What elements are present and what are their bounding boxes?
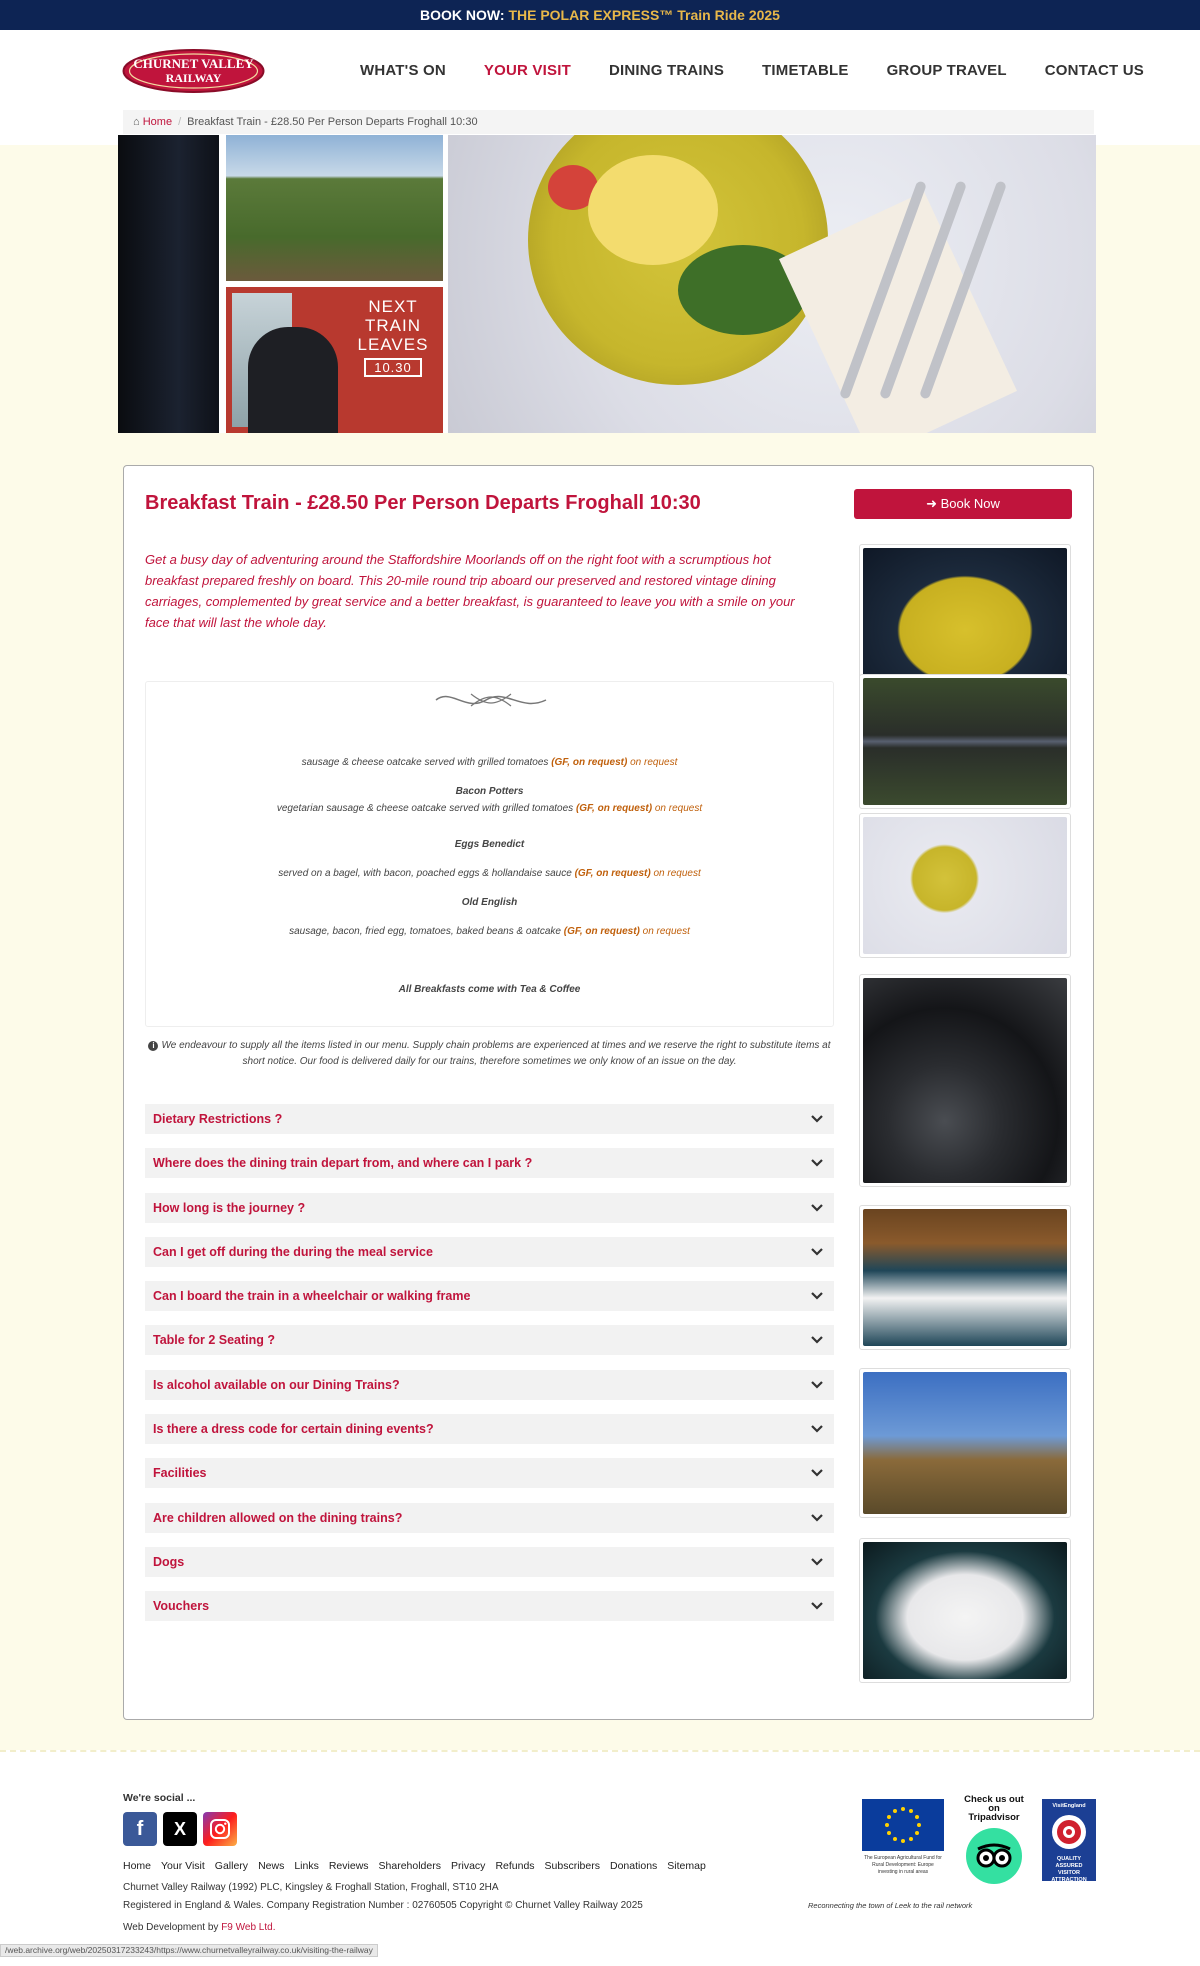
- steam-countryside-image: [863, 1372, 1067, 1514]
- chevron-down-icon: [810, 1422, 824, 1436]
- footer-link[interactable]: Links: [294, 1860, 319, 1872]
- menu-gf-tag: (GF, on request): [574, 868, 651, 879]
- menu-item2-name: Bacon Potters: [455, 786, 524, 797]
- menu-request-tag: on request: [630, 757, 678, 768]
- main-nav: [360, 30, 1182, 110]
- sign-time: 10.30: [364, 358, 422, 377]
- faq-item[interactable]: [145, 1148, 834, 1178]
- book-now-button[interactable]: [854, 489, 1072, 519]
- nav-whats-on[interactable]: WHAT'S ON: [360, 61, 446, 79]
- menu-item3-row: [146, 868, 833, 879]
- faq-item[interactable]: [145, 1414, 834, 1444]
- footer-link[interactable]: Shareholders: [378, 1860, 441, 1872]
- company-address: Churnet Valley Railway (1992) PLC, Kingsley & Froghall Station, Froghall, ST10 2HA: [123, 1882, 499, 1893]
- locomotive-wheels-image: [863, 978, 1067, 1183]
- faq-question: How long is the journey ?: [153, 1200, 306, 1215]
- faq-item[interactable]: [145, 1591, 834, 1621]
- menu-item2-row: [146, 803, 833, 814]
- menu-gf-tag: (GF, on request): [575, 803, 653, 814]
- footer-link[interactable]: Your Visit: [161, 1860, 205, 1872]
- nav-timetable[interactable]: TIMETABLE: [762, 61, 849, 79]
- faq-item[interactable]: [145, 1370, 834, 1400]
- chevron-down-icon: [810, 1511, 824, 1525]
- next-train-sign: [353, 297, 433, 377]
- full-breakfast-image: [863, 548, 1067, 685]
- menu-request-tag: on request: [642, 926, 690, 937]
- faq-item[interactable]: [145, 1193, 834, 1223]
- social-title: We're social ...: [123, 1792, 196, 1804]
- footer-link[interactable]: Subscribers: [544, 1860, 600, 1872]
- menu-request-tag: on request: [654, 803, 703, 814]
- footer-link[interactable]: Refunds: [495, 1860, 535, 1872]
- chevron-down-icon: [810, 1156, 824, 1170]
- hero-station-sign-image: [226, 287, 443, 433]
- intro-text: Get a busy day of adventuring around the Staffordshire Moorlands off on the right foot with a scrumptious hot breakfast prepared freshly on board. This 20-mile round trip aboard our preserved and restored vintage dining carriages, complemented by great service and a better breakfast, is guaranteed to leave you with a smile on your face that will last the whole day.: [145, 552, 795, 630]
- info-icon: i: [148, 1041, 158, 1051]
- nav-contact-us[interactable]: CONTACT US: [1044, 61, 1144, 79]
- status-url-bar: /web.archive.org/web/20250317233243/https://www.churnetvalleyrailway.co.uk/visiting-the-railway: [0, 1944, 378, 1957]
- chevron-down-icon: [810, 1333, 824, 1347]
- footer-link[interactable]: News: [258, 1860, 285, 1872]
- hero-dark-image: [118, 135, 219, 433]
- webdev-link[interactable]: F9 Web Ltd.: [221, 1922, 276, 1933]
- footer-tagline: Reconnecting the town of Leek to the rail network: [808, 1901, 973, 1910]
- company-registration: Registered in England & Wales. Company Registration Number : 02760505 Copyright © Churnet Valley Railway 2025: [123, 1900, 643, 1911]
- nav-dining-trains[interactable]: DINING TRAINS: [608, 61, 725, 79]
- logo-line1: CHURNET VALLEY: [133, 56, 254, 71]
- footer-divider: [0, 1750, 1200, 1752]
- promo-link[interactable]: THE POLAR EXPRESS™ Train Ride 2025: [508, 7, 780, 23]
- faq-question: Is there a dress code for certain dining events?: [153, 1422, 434, 1437]
- breadcrumb: [123, 110, 1094, 134]
- footer-link[interactable]: Home: [123, 1860, 152, 1872]
- faq-question: Can I board the train in a wheelchair or walking frame: [153, 1289, 471, 1304]
- tripadvisor-badge[interactable]: [962, 1795, 1026, 1885]
- chevron-down-icon: [810, 1245, 824, 1259]
- faq-question: Can I get off during the during the meal service: [153, 1244, 433, 1259]
- faq-item[interactable]: [145, 1547, 834, 1577]
- arrow-right-icon: ➜: [926, 496, 938, 511]
- breadcrumb-current: Breakfast Train - £28.50 Per Person Departs Froghall 10:30: [187, 116, 478, 128]
- chevron-down-icon: [810, 1555, 824, 1569]
- faq-question: Dietary Restrictions ?: [153, 1112, 283, 1126]
- footer-link[interactable]: Reviews: [328, 1860, 369, 1872]
- menu-item3-name: Eggs Benedict: [454, 839, 525, 850]
- faq-item[interactable]: [145, 1325, 834, 1355]
- chevron-down-icon: [810, 1112, 824, 1126]
- nav-group-travel[interactable]: GROUP TRAVEL: [886, 61, 1007, 79]
- instagram-glyph: [203, 1812, 237, 1846]
- rose-icon: [1049, 1812, 1089, 1852]
- book-now-label: Book Now: [940, 496, 1000, 511]
- menu-item4-name: Old English: [461, 897, 518, 908]
- gallery-thumb-steam-countryside[interactable]: [859, 1368, 1071, 1518]
- faq-question: Are children allowed on the dining trains?: [153, 1510, 403, 1525]
- menu-item4-desc: sausage, bacon, fried egg, tomatoes, baked beans & oatcake: [289, 926, 561, 937]
- guard-figure: [248, 327, 338, 433]
- tripadvisor-owl-icon: [966, 1828, 1022, 1884]
- table-for-two-image: [863, 1542, 1067, 1679]
- menu-item1-row: [146, 757, 833, 768]
- eggs-benedict: [588, 155, 718, 265]
- menu-item2-desc: vegetarian sausage & cheese oatcake served with grilled tomatoes: [276, 803, 574, 814]
- faq-item[interactable]: [145, 1104, 834, 1134]
- x-icon[interactable]: X: [163, 1812, 197, 1846]
- facebook-icon[interactable]: f: [123, 1812, 157, 1846]
- page-title: Breakfast Train - £28.50 Per Person Departs Froghall 10:30: [145, 492, 701, 514]
- faq-question: Is alcohol available on our Dining Trains?: [153, 1377, 400, 1392]
- hero-collage: [118, 135, 1096, 433]
- gallery-thumb-table-setting[interactable]: [859, 813, 1071, 958]
- site-footer: [0, 1750, 1200, 1966]
- sign-line2: TRAIN: [365, 316, 421, 335]
- sign-line1: NEXT: [368, 297, 418, 316]
- faq-accordion: [145, 1104, 834, 1636]
- visitengland-badge: [1042, 1799, 1096, 1881]
- footer-link[interactable]: Sitemap: [667, 1860, 706, 1872]
- promo-prefix: BOOK NOW:: [420, 7, 505, 23]
- footer-links: [123, 1860, 716, 1872]
- notice-text: We endeavour to supply all the items listed in our menu. Supply chain problems are experienced at times and we reserve the right to substitute items at short notice. Our food is delivered daily for our trains, therefore sometimes we only know of an issue on the day.: [161, 1040, 831, 1067]
- gallery-thumb-dining-carriage[interactable]: [859, 1205, 1071, 1350]
- menu-item1-desc: sausage & cheese oatcake served with grilled tomatoes: [301, 757, 549, 768]
- railway-logo[interactable]: [122, 48, 265, 94]
- eu-flag: [862, 1799, 944, 1851]
- flourish-ornament: [431, 686, 551, 714]
- eu-caption: The European Agricultural Fund for Rural Development: Europe investing in rural areas: [864, 1855, 942, 1875]
- tripadvisor-text: Check us out on Tripadvisor: [964, 1794, 1024, 1823]
- menu-gf-tag: (GF, on request): [563, 926, 640, 937]
- menu-footer: All Breakfasts come with Tea & Coffee: [398, 984, 581, 995]
- gallery-thumb-table-for-two[interactable]: [859, 1538, 1071, 1683]
- visitengland-caption: QUALITY ASSURED VISITOR ATTRACTION: [1051, 1856, 1087, 1883]
- menu-gf-tag: (GF, on request): [551, 757, 628, 768]
- site-header: [0, 30, 1200, 110]
- menu-item4-row: [146, 926, 833, 937]
- webdev-prefix: Web Development by: [123, 1922, 219, 1933]
- footer-link[interactable]: Donations: [610, 1860, 658, 1872]
- faq-item[interactable]: [145, 1458, 834, 1488]
- table-setting-image: [863, 817, 1067, 954]
- eu-stars-icon: [862, 1799, 944, 1851]
- faq-question: Where does the dining train depart from, and where can I park ?: [153, 1156, 533, 1171]
- gallery-thumb-locomotive-wheels[interactable]: [859, 974, 1071, 1187]
- breadcrumb-home[interactable]: Home: [142, 116, 173, 128]
- faq-item[interactable]: [145, 1237, 834, 1267]
- home-icon[interactable]: ⌂: [133, 116, 140, 128]
- chevron-down-icon: [810, 1201, 824, 1215]
- dining-carriage-image: [863, 1209, 1067, 1346]
- hero-breakfast-image: [448, 135, 1096, 433]
- chevron-down-icon: [810, 1378, 824, 1392]
- hero-steam-train-image: [226, 135, 443, 281]
- footer-link[interactable]: Privacy: [451, 1860, 486, 1872]
- chevron-down-icon: [810, 1289, 824, 1303]
- faq-item[interactable]: [145, 1281, 834, 1311]
- faq-question: Table for 2 Seating ?: [153, 1333, 276, 1348]
- gallery-thumb-full-breakfast[interactable]: [859, 544, 1071, 689]
- web-development-credit: [123, 1922, 276, 1933]
- breadcrumb-separator: /: [178, 116, 182, 128]
- footer-link[interactable]: Gallery: [214, 1860, 249, 1872]
- visitengland-label: VisitEngland: [1052, 1803, 1086, 1809]
- faq-question: Dogs: [153, 1554, 185, 1569]
- faq-item[interactable]: [145, 1503, 834, 1533]
- supply-notice: [145, 1038, 834, 1070]
- breakfast-menu: [145, 681, 834, 1027]
- nav-your-visit[interactable]: YOUR VISIT: [483, 61, 571, 79]
- chevron-down-icon: [810, 1466, 824, 1480]
- eu-fund-logo: [862, 1799, 944, 1885]
- instagram-icon[interactable]: [203, 1812, 237, 1846]
- sign-line3: LEAVES: [357, 335, 429, 354]
- menu-request-tag: on request: [653, 868, 701, 879]
- chevron-down-icon: [810, 1599, 824, 1613]
- promo-bar[interactable]: [0, 0, 1200, 30]
- faq-question: Vouchers: [153, 1599, 210, 1614]
- menu-item3-desc: served on a bagel, with bacon, poached eggs & hollandaise sauce: [278, 868, 572, 879]
- train-reflection-image: [863, 678, 1067, 805]
- gallery-thumb-train-reflection[interactable]: [859, 674, 1071, 809]
- faq-question: Facilities: [153, 1466, 207, 1481]
- event-card: [123, 465, 1094, 1720]
- logo-line2: RAILWAY: [165, 71, 222, 85]
